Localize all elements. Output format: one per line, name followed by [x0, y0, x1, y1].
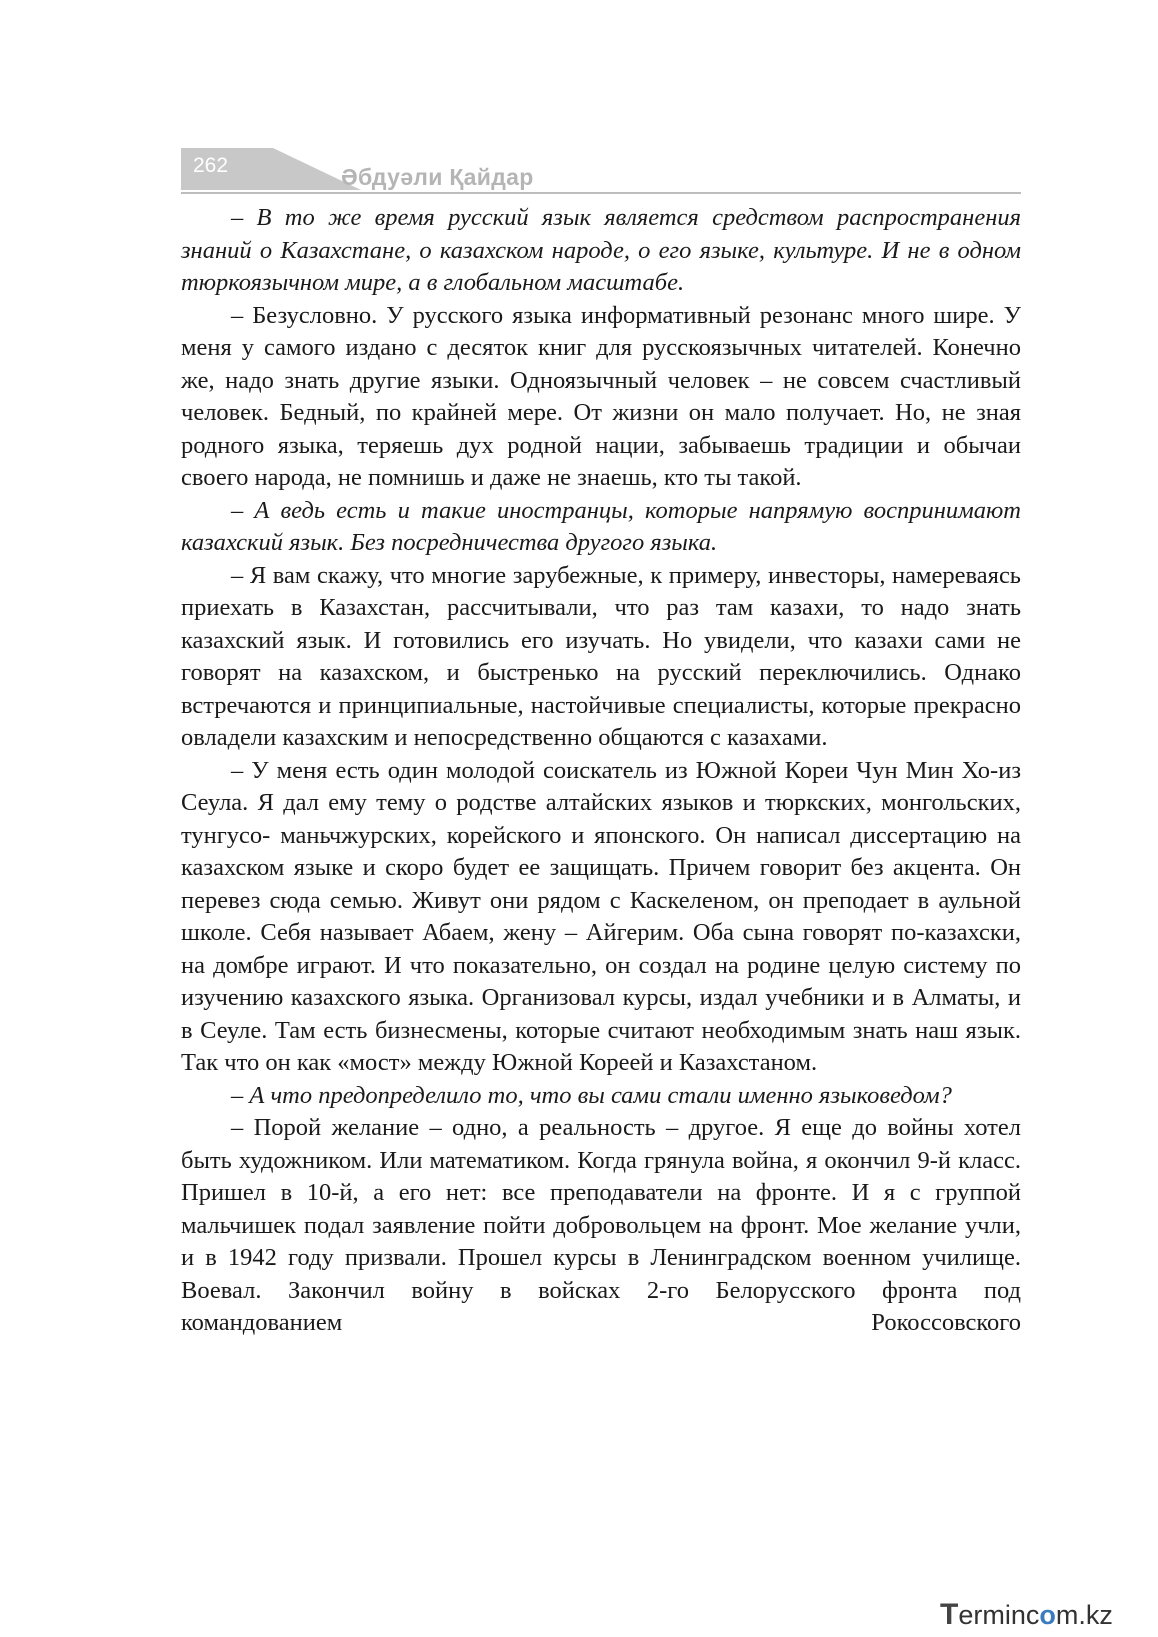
- paragraph-question: – В то же время русский язык является средством распространения знаний о Казахстане, о казахском народе, о его языке, культуре. И не в одном тюркоязычном мире, а в глобальном масштабе.: [181, 204, 1021, 296]
- running-head-author: Әбдуәли Қайдар: [341, 164, 534, 190]
- page-number: 262: [193, 154, 229, 177]
- body-text: [181, 202, 1021, 1340]
- paragraph-answer-continued: – Порой желание – одно, а реальность – другое. Я еще до войны хотел быть художником. Или математиком. Когда грянула война, я окончил 9-й класс. Пришел в 10-й, а его нет: все преподаватели на фронте. И я с группой мальчишек подал заявление пойти добровольцем на фронт. Мое желание учли, и в 1942 году призвали. Прошел курсы в Ленинградском военном училище. Воевал. Закончил войну в войсках 2-го Белорусского фронта под командованием Рокоссовского: [181, 1114, 1021, 1336]
- paragraph-question: – А ведь есть и такие иностранцы, которые напрямую воспринимают казахский язык. Без посредничества другого языка.: [181, 496, 1021, 556]
- header-rule: [181, 192, 1021, 194]
- termincom-watermark: Termincom.kz: [940, 1598, 1113, 1631]
- page-number-box: [181, 148, 273, 190]
- paragraph-answer: – Безусловно. У русского языка информативный резонанс много шире. У меня у самого издано с десяток книг для русскоязычных читателей. Конечно же, надо знать другие языки. Одноязычный человек – не совсем счастливый человек. Бедный, по крайней мере. От жизни он мало получает. Но, не зная родного языка, теряешь дух родной нации, забываешь традиции и обычаи своего народа, не помнишь и даже не знаешь, кто ты такой.: [181, 301, 1021, 491]
- paragraph-answer: – У меня есть один молодой соискатель из Южной Кореи Чун Мин Хо-из Сеула. Я дал ему тему о родстве алтайских языков и тюркских, монгольских, тунгусо- маньчжурских, корейского и японского. Он написал диссертацию на казахском языке и скоро будет ее защищать. Причем говорит без акцента. Он перевез сюда семью. Живут они рядом с Каскеленом, он преподает в аульной школе. Себя называет Абаем, жену – Айгерим. Оба сына говорят по-казахски, на домбре играют. И что показательно, он создал на родине целую систему по изучению казахского языка. Организовал курсы, издал учебники и в Алматы, и в Сеуле. Там есть бизнесмены, которые считают необходимым знать наш язык. Так что он как «мост» между Южной Кореей и Казахстаном.: [181, 756, 1021, 1076]
- paragraph-question: – А что предопределило то, что вы сами стали именно языковедом?: [231, 1081, 952, 1109]
- page-header: [181, 148, 1021, 196]
- paragraph-answer: – Я вам скажу, что многие зарубежные, к примеру, инвесторы, намереваясь приехать в Казахстан, рассчитывали, что раз там казахи, то надо знать казахский язык. И готовились его изучать. Но увидели, что казахи сами не говорят на казахском, и быстренько на русский переключились. Однако встречаются и принципиальные, настойчивые специалисты, которые прекрасно овладели казахским и непосредственно общаются с казахами.: [181, 561, 1021, 751]
